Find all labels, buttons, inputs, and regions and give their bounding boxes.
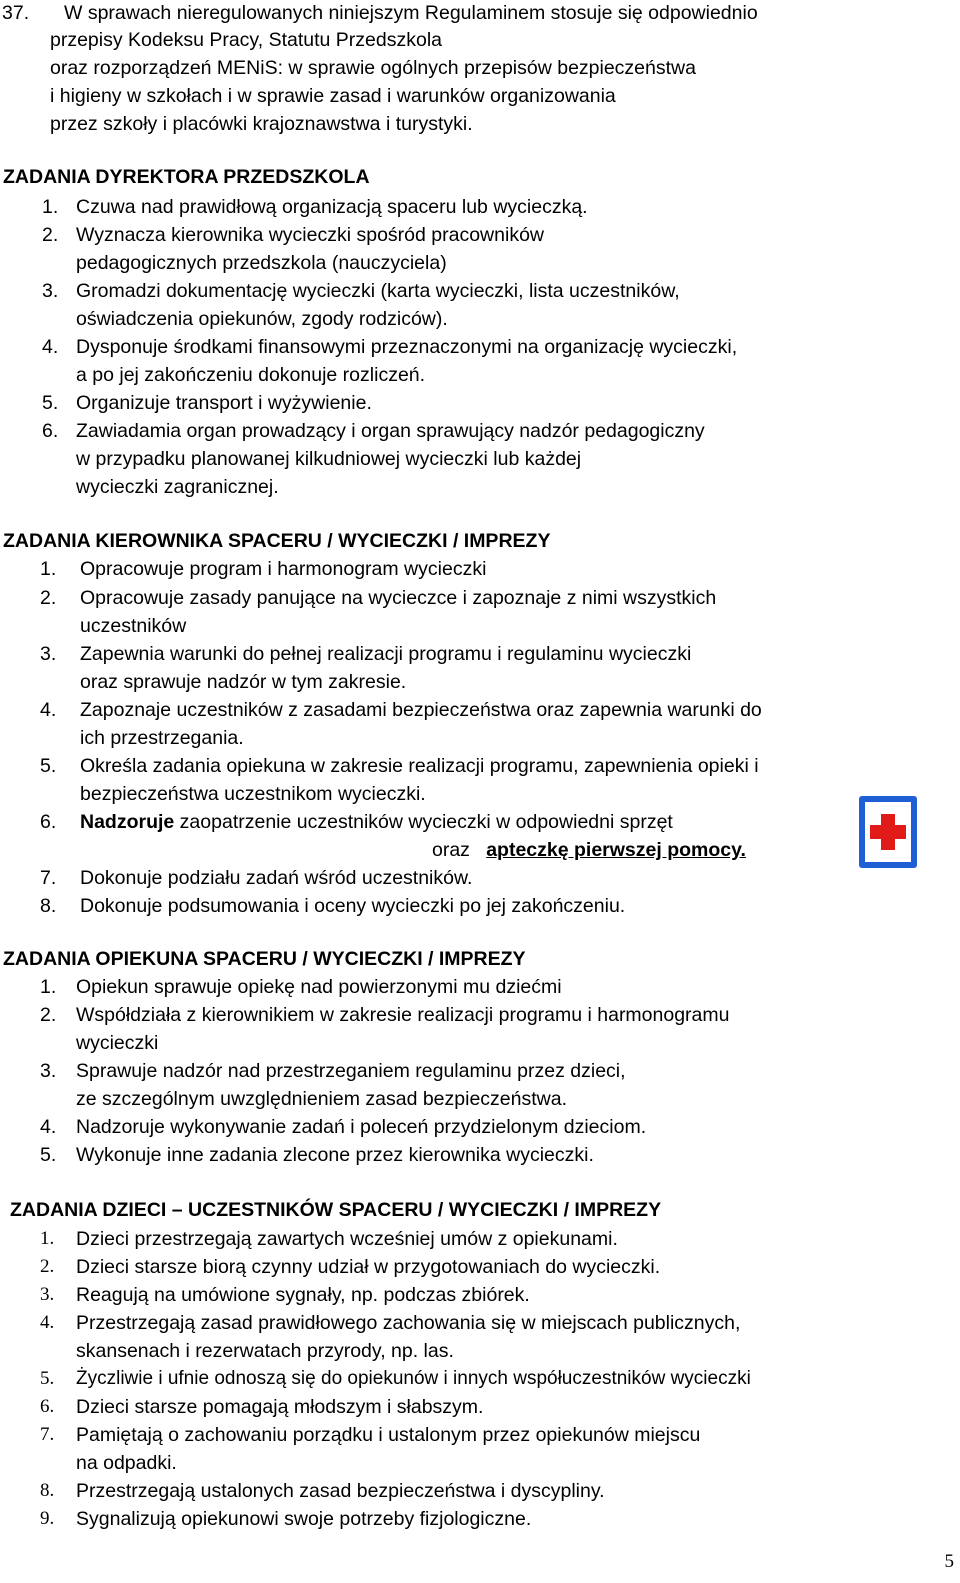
list-number: 3.: [42, 280, 59, 302]
section-heading-dyrektor: ZADANIA DYREKTORA PRZEDSZKOLA: [3, 166, 370, 188]
red-cross-icon: [865, 802, 911, 862]
list-number: 6.: [42, 420, 59, 442]
list-item-text: Przestrzegają zasad prawidłowego zachowania się w miejscach publicznych,: [76, 1312, 741, 1334]
list-item-text: oświadczenia opiekunów, zgody rodziców).: [76, 308, 448, 330]
list-number: 9.: [40, 1508, 55, 1529]
list-number: 4.: [40, 1116, 57, 1138]
list-item-text: Reagują na umówione sygnały, np. podczas zbiórek.: [76, 1284, 530, 1306]
list-item-text: na odpadki.: [76, 1452, 177, 1474]
list-item-text: pedagogicznych przedszkola (nauczyciela): [76, 252, 447, 274]
list-item-text: uczestników: [80, 615, 187, 637]
list-item-text: Współdziała z kierownikiem w zakresie realizacji programu i harmonogramu: [76, 1004, 730, 1026]
list-number: 7.: [40, 1424, 55, 1445]
emphasis-bold: Nadzoruje: [80, 811, 175, 833]
list-number: 4.: [40, 699, 57, 721]
list-item-text: Opracowuje zasady panujące na wycieczce i zapoznaje z nimi wszystkich: [80, 587, 717, 609]
list-item-text: Określa zadania opiekuna w zakresie realizacji programu, zapewnienia opieki i: [80, 755, 759, 777]
section-heading-opiekun: ZADANIA OPIEKUNA SPACERU / WYCIECZKI / IMPREZY: [3, 948, 526, 970]
page-number: 5: [944, 1551, 954, 1572]
list-item-text: ze szczególnym uwzględnieniem zasad bezpieczeństwa.: [76, 1088, 568, 1110]
intro-line: przez szkoły i placówki krajoznawstwa i turystyki.: [50, 113, 473, 135]
intro-line: przepisy Kodeksu Pracy, Statutu Przedszkola: [50, 29, 442, 51]
first-aid-cross-icon: [859, 796, 917, 868]
list-item-text: oraz sprawuje nadzór w tym zakresie.: [80, 671, 407, 693]
list-number: 2.: [40, 587, 57, 609]
intro-line: W sprawach nieregulowanych niniejszym Regulaminem stosuje się odpowiednio: [64, 2, 758, 24]
list-item-text: Gromadzi dokumentację wycieczki (karta wycieczki, lista uczestników,: [76, 280, 680, 302]
list-item-text: Życzliwie i ufnie odnoszą się do opiekunów i innych współuczestników wycieczki: [76, 1368, 751, 1389]
list-item-text-rest: zaopatrzenie uczestników wycieczki w odpowiedni sprzęt: [174, 811, 673, 833]
list-number: 1.: [42, 196, 59, 218]
list-item-text: [80, 808, 673, 836]
list-item-text: a po jej zakończeniu dokonuje rozliczeń.: [76, 364, 426, 386]
section-heading-dzieci: ZADANIA DZIECI – UCZESTNIKÓW SPACERU / WYCIECZKI / IMPREZY: [10, 1199, 662, 1221]
list-item-text: Dzieci starsze biorą czynny udział w przygotowaniach do wycieczki.: [76, 1256, 661, 1278]
list-item-text: Dzieci starsze pomagają młodszym i słabszym.: [76, 1396, 484, 1418]
list-number: 8.: [40, 895, 57, 917]
list-item-text: Sygnalizują opiekunowi swoje potrzeby fizjologiczne.: [76, 1508, 532, 1530]
list-item-text: Organizuje transport i wyżywienie.: [76, 392, 372, 414]
list-item-text: bezpieczeństwa uczestnikom wycieczki.: [80, 783, 426, 805]
list-number: 5.: [42, 392, 59, 414]
list-item-text: w przypadku planowanej kilkudniowej wycieczki lub każdej: [76, 448, 582, 470]
list-item-text: Dokonuje podziału zadań wśród uczestników.: [80, 867, 473, 889]
intro-line: i higieny w szkołach i w sprawie zasad i warunków organizowania: [50, 85, 616, 107]
list-item-text: Przestrzegają ustalonych zasad bezpieczeństwa i dyscypliny.: [76, 1480, 605, 1502]
list-number: 7.: [40, 867, 57, 889]
list-item-text: Opracowuje program i harmonogram wycieczki: [80, 558, 487, 580]
list-item-text: [432, 836, 746, 864]
list-number: 1.: [40, 976, 57, 998]
list-item-text: Dokonuje podsumowania i oceny wycieczki po jej zakończeniu.: [80, 895, 626, 917]
list-number: 4.: [40, 1312, 55, 1333]
list-item-text: Opiekun sprawuje opiekę nad powierzonymi mu dziećmi: [76, 976, 562, 998]
list-item-text-oraz: oraz: [432, 839, 470, 861]
intro-number: 37.: [2, 2, 30, 24]
list-number: 3.: [40, 1060, 57, 1082]
list-item-text: Nadzoruje wykonywanie zadań i poleceń przydzielonym dzieciom.: [76, 1116, 647, 1138]
list-item-text: Zapoznaje uczestników z zasadami bezpieczeństwa oraz zapewnia warunki do: [80, 699, 762, 721]
first-aid-kit-link-text: apteczkę pierwszej pomocy: [486, 839, 741, 861]
list-number: 6.: [40, 1396, 55, 1417]
list-item-text: Wyznacza kierownika wycieczki spośród pracowników: [76, 224, 544, 246]
list-item-text: Dysponuje środkami finansowymi przeznaczonymi na organizację wycieczki,: [76, 336, 738, 358]
intro-line: oraz rozporządzeń MENiS: w sprawie ogólnych przepisów bezpieczeństwa: [50, 57, 696, 79]
list-item-text: Czuwa nad prawidłową organizacją spaceru lub wycieczką.: [76, 196, 588, 218]
list-number: 5.: [40, 1144, 57, 1166]
list-number: 5.: [40, 1368, 55, 1389]
list-number: 3.: [40, 643, 57, 665]
list-item-text: wycieczki zagranicznej.: [76, 476, 279, 498]
list-number: 2.: [40, 1004, 57, 1026]
list-item-text: Zapewnia warunki do pełnej realizacji programu i regulaminu wycieczki: [80, 643, 692, 665]
list-number: 4.: [42, 336, 59, 358]
list-item-text: Zawiadamia organ prowadzący i organ sprawujący nadzór pedagogiczny: [76, 420, 705, 442]
list-item-text: ich przestrzegania.: [80, 727, 244, 749]
list-item-text: wycieczki: [76, 1032, 159, 1054]
list-number: 6.: [40, 811, 57, 833]
emphasis-dot: .: [740, 839, 746, 861]
list-item-text: Dzieci przestrzegają zawartych wcześniej umów z opiekunami.: [76, 1228, 618, 1250]
list-number: 5.: [40, 755, 57, 777]
list-item-text: Pamiętają o zachowaniu porządku i ustalonym przez opiekunów miejscu: [76, 1424, 701, 1446]
list-number: 3.: [40, 1284, 55, 1305]
list-item-text: skansenach i rezerwatach przyrody, np. las.: [76, 1340, 454, 1362]
list-item-text: Sprawuje nadzór nad przestrzeganiem regulaminu przez dzieci,: [76, 1060, 626, 1082]
list-number: 2.: [40, 1256, 55, 1277]
list-number: 8.: [40, 1480, 55, 1501]
section-heading-kierownik: ZADANIA KIEROWNIKA SPACERU / WYCIECZKI / IMPREZY: [3, 530, 551, 552]
list-number: 1.: [40, 558, 57, 580]
list-item-text: Wykonuje inne zadania zlecone przez kierownika wycieczki.: [76, 1144, 594, 1166]
list-number: 2.: [42, 224, 59, 246]
list-number: 1.: [40, 1228, 55, 1249]
